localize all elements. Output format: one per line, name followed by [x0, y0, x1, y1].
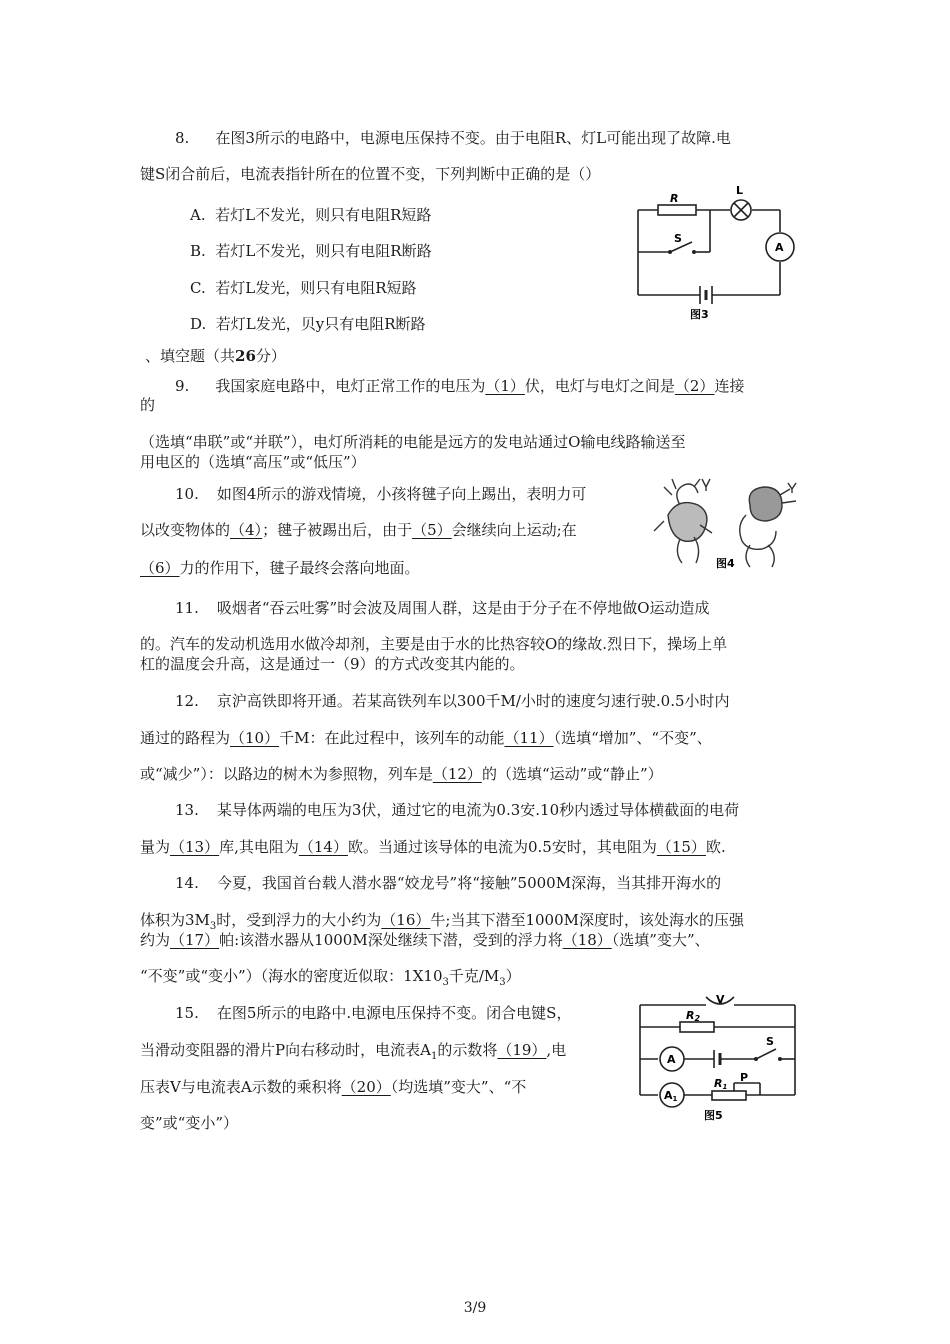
blank-2: （2） — [674, 377, 715, 395]
q13-line-2: 量为（13）库,其电阻为（14）欧。当通过该导体的电流为0.5安时，其电阻为（15）欧. — [140, 838, 726, 856]
q12-line-3: 或“减少”）：以路边的树木为参照物，列车是（12）的（选填“运动”或“静止”） — [140, 765, 663, 783]
fig5-label-r1: R1 — [714, 1077, 728, 1091]
blank-20: （20） — [341, 1078, 391, 1096]
q8-number: 8. — [175, 129, 190, 147]
q14-line-1: 14. 今夏，我国首台载人潜水器“姣龙号”将“接触”5000M深海，当其排开海水的 — [175, 874, 722, 892]
q9-line-1: 9. 我国家庭电路中，电灯正常工作的电压为（1）伏，电灯与电灯之间是（2）连接 — [175, 377, 745, 395]
fig4-caption: 图4 — [716, 557, 735, 570]
q11-line-2: 的。汽车的发动机选用水做冷却剂，主要是由于水的比热容较O的缘故.烈日下，操场上单 — [140, 635, 728, 653]
fig5-label-s: S — [766, 1035, 774, 1048]
q8-option-c: C. 若灯L发光，则只有电阻R短路 — [190, 279, 417, 297]
figure-5-circuit — [630, 995, 800, 1125]
blank-1: （1） — [485, 377, 525, 395]
q12-line-2: 通过的路程为（10）千M：在此过程中，该列车的动能（11）（选填“增加”、“不变”、 — [140, 729, 712, 747]
blank-19: （19） — [497, 1041, 547, 1059]
blank-18: （18） — [562, 931, 612, 949]
fig3-label-s: S — [674, 232, 682, 245]
blank-5: （5） — [412, 521, 452, 539]
fig5-label-a: A — [667, 1053, 676, 1066]
blank-10: （10） — [230, 729, 280, 747]
fig3-label-l: L — [736, 184, 744, 197]
q11-line-1: 11. 吸烟者“吞云吐雾”时会波及周围人群，这是由于分子在不停地做O运动造成 — [175, 599, 710, 617]
section-points: 26 — [235, 347, 256, 365]
q13-line-1: 13. 某导体两端的电压为3伏，通过它的电流为0.3安.10秒内透过导体横截面的电荷 — [175, 801, 740, 819]
blank-16: （16） — [381, 911, 431, 929]
figure-3-circuit — [630, 180, 810, 322]
q13-number: 13. — [175, 801, 199, 819]
q10-number: 10. — [175, 485, 199, 503]
q12-line-1: 12. 京沪高铁即将开通。若某高铁列车以300千M/小时的速度匀速行驶.0.5小时内 — [175, 692, 730, 710]
q15-line-4: 变”或“变小”） — [140, 1114, 239, 1132]
q8-line-2: 键S闭合前后，电流表指针所在的位置不变，下列判断中正确的是（） — [140, 165, 601, 183]
q12-number: 12. — [175, 692, 199, 710]
q8-option-a: A. 若灯L不发光，则只有电阻R短路 — [190, 206, 432, 224]
q14-line-4: “不变”或“变小”）（海水的密度近似取：$1X10_3$千克$/M_3$） — [140, 967, 521, 988]
q15-line-3: 压表V与电流表A示数的乘积将（20）（均选填”变大”、“不 — [140, 1078, 527, 1096]
q15-line-1: 15. 在图5所示的电路中.电源电压保持不变。闭合电键S， — [175, 1004, 572, 1022]
blank-4: （4） — [230, 521, 263, 539]
q9-line-4: 用电区的（选填“高压”或“低压”） — [140, 453, 366, 471]
q8-option-d: D. 若灯L发光，贝y只有电阻R断路 — [190, 315, 426, 333]
fig5-caption: 图5 — [704, 1109, 723, 1122]
q14-line-3: 约为（17）帕:该潜水器从1000M深处继续下潜，受到的浮力将（18）（选填”变大”、 — [140, 931, 710, 949]
q8-option-b: B. 若灯L不发光，则只有电阻R断路 — [190, 242, 432, 260]
blank-14: （14） — [298, 838, 348, 856]
q11-number: 11. — [175, 599, 199, 617]
fig5-label-v: V — [716, 995, 725, 1006]
q10-line-2: 以改变物体的（4）；毽子被踢出后，由于（5）会继续向上运动;在 — [140, 521, 577, 539]
fig3-caption: 图3 — [690, 308, 709, 321]
q10-line-1: 10. 如图4所示的游戏情境，小孩将毽子向上踢出，表明力可 — [175, 485, 587, 503]
fig3-label-a: A — [775, 241, 784, 254]
q15-line-2: 当滑动变阻器的滑片P向右移动时，电流表$A_1$的示数将（19）,电 — [140, 1041, 567, 1062]
fig3-label-r: R — [670, 192, 679, 205]
blank-17: （17） — [170, 931, 220, 949]
q14-line-2: 体积为$3M_3$时，受到浮力的大小约为（16）牛;当其下潜至1000M深度时，该处海水的压强 — [140, 911, 744, 932]
blank-15: （15） — [656, 838, 706, 856]
fig5-label-p: P — [740, 1071, 749, 1084]
blank-11: （11） — [504, 729, 554, 747]
blank-12: （12） — [432, 765, 482, 783]
blank-13: （13） — [170, 838, 220, 856]
figure-4-shuttlecock-kick — [650, 475, 810, 575]
fig5-label-a1: A1 — [664, 1089, 678, 1103]
q10-line-3: （6）力的作用下，毽子最终会落向地面。 — [140, 559, 420, 577]
q14-number: 14. — [175, 874, 199, 892]
q11-line-3: 杠的温度会升高，这是通过一（9）的方式改变其内能的。 — [140, 655, 525, 673]
q8-text-1: 在图3所示的电路中，电源电压保持不变。由于电阻R、灯L可能出现了故障.电 — [215, 129, 731, 147]
q9-number: 9. — [175, 377, 190, 395]
q8-line-1 — [175, 128, 731, 148]
q9-line-3: （选填“串联”或“并联”），电灯所消耗的电能是远方的发电站通过O输电线路输送至 — [140, 433, 686, 451]
q9-line-2: 的 — [140, 396, 156, 414]
page-number: 3/9 — [463, 1300, 487, 1316]
fig5-label-r2: R2 — [686, 1009, 701, 1023]
blank-6: （6） — [140, 559, 180, 577]
section-heading: 、填空题（共26分） — [145, 347, 286, 365]
q15-number: 15. — [175, 1004, 199, 1022]
